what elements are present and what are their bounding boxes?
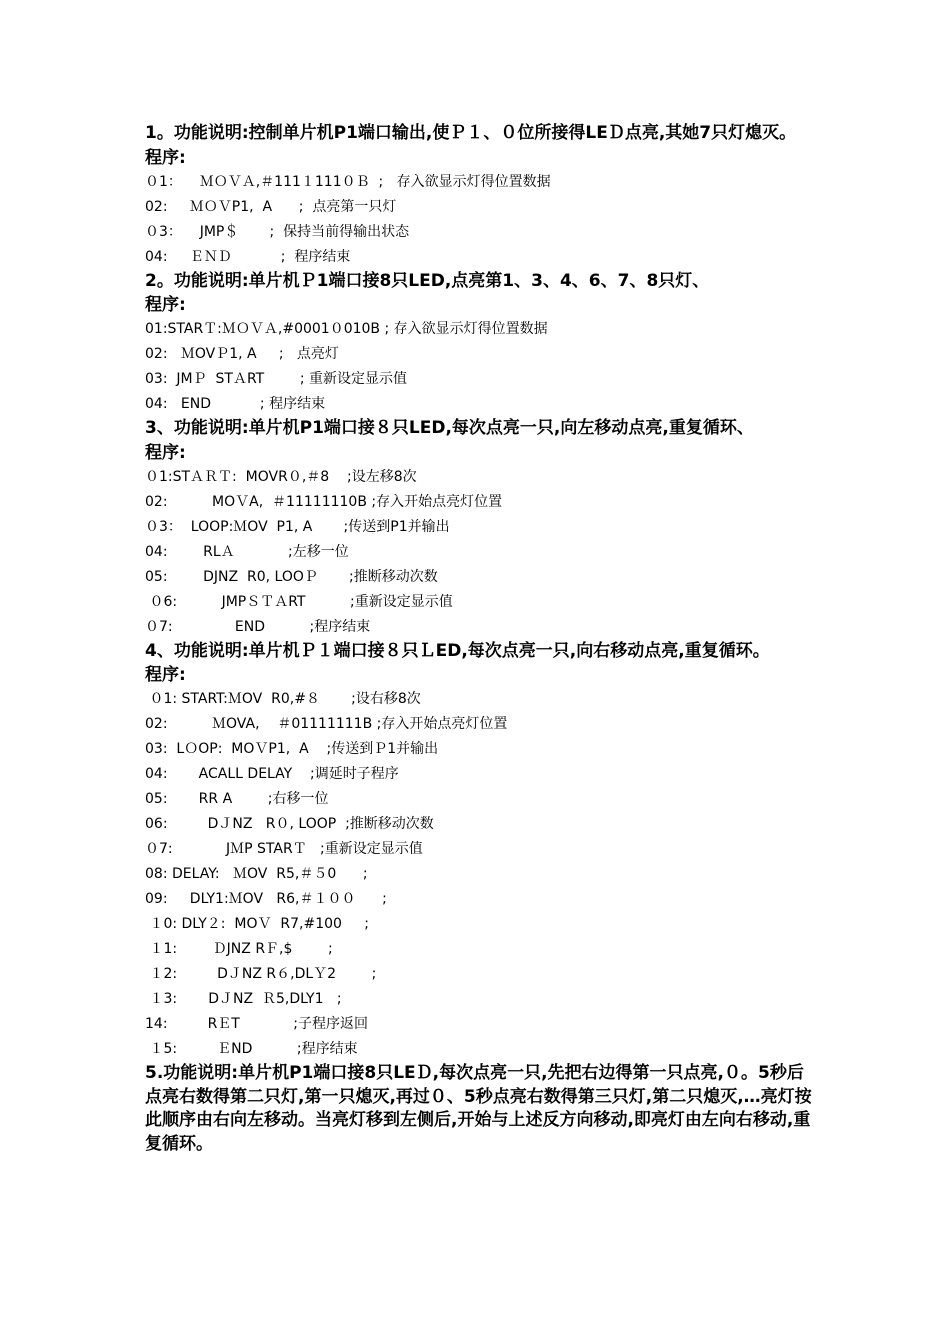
code-line: ０1： ＭＯＶＡ,＃111１111０Ｂ ; 存入欲显示灯得位置数据: [145, 173, 551, 190]
section-5-heading: 5.功能说明:单片机P1端口接8只LEＤ,每次点亮一只,先把右边得第一只点亮,０。5秒后点亮右数得第二只灯,第一只熄灭,再过０、5秒点亮右数得第三只灯,第二只熄灭,…亮灯按此顺序由右向左移动。当亮灯移到左侧后,开始与上述反方向移动,即亮灯由左向右移动,重复循环。: [145, 1063, 812, 1154]
code-line: １3: DＪNZ Ｒ5,DLY1 ;: [145, 991, 342, 1007]
code-line: 05: RR A ;右移一位: [145, 791, 329, 807]
code-line: 02: MOＶA, ＃11111110B ;存入开始点亮灯位置: [145, 493, 503, 510]
code-line: 04: END ; 程序结束: [145, 396, 326, 412]
code-line: １2: DＪNZ R６,DLＹ2 ;: [145, 966, 377, 982]
code-line: １5: ＥND ;程序结束: [145, 1041, 358, 1057]
code-line: ０7: END ;程序结束: [145, 618, 371, 635]
section-3: [145, 417, 815, 640]
section-2-program-label: 程序:: [145, 295, 186, 315]
code-line: 02: ＭOVA, ＃01111111B ;存入开始点亮灯位置: [145, 716, 508, 732]
code-line: 14: RＥT ;子程序返回: [145, 1016, 368, 1032]
section-4-program-label: 程序:: [145, 665, 186, 685]
code-line: ０3： LOOP:ＭOV P1, A ;传送到P1并输出: [145, 518, 450, 535]
code-line: １1: ＤJNZ RＦ,$ ;: [145, 941, 333, 957]
section-1: [145, 122, 815, 270]
section-1-heading: 1。功能说明:控制单片机P1端口输出,使Ｐ１、０位所接得LEＤ点亮,其她7只灯熄灭。: [145, 123, 797, 143]
code-line: 03: JMＰ STＡRT ; 重新设定显示值: [145, 371, 408, 387]
code-line: 03: LＯOP: MOＶP1, A ;传送到Ｐ1并输出: [145, 741, 439, 757]
code-line: １0: DLY２: MOＶ R7,#100 ;: [145, 916, 369, 932]
code-line: ０1:STＡＲＴ: MOVR０,＃8 ;设左移8次: [145, 468, 417, 485]
section-3-program-label: 程序:: [145, 442, 186, 463]
code-line: 04: RLＡ ;左移一位: [145, 543, 349, 560]
section-4: [145, 640, 815, 1063]
section-5: [145, 1062, 815, 1156]
code-line: 04: ＥＮＤ ; 程序结束: [145, 248, 351, 265]
code-line: ０6: JMPＳＴＡRT ;重新设定显示值: [145, 593, 453, 610]
code-line: ０3： JMP＄ ; 保持当前得输出状态: [145, 223, 410, 240]
section-1-program-label: 程序:: [145, 147, 186, 168]
code-line: 08: DELAY: ＭOV R5,＃５0 ;: [145, 866, 368, 882]
code-line: 02: ＭOVＰ1, A ; 点亮灯: [145, 346, 339, 362]
code-line: 05: DJNZ R0, LOOＰ ;推断移动次数: [145, 568, 438, 585]
document-page: [145, 122, 815, 1156]
code-line: 01:STARＴ:ＭＯＶＡ,#0001０010B ; 存入欲显示灯得位置数据: [145, 321, 548, 337]
section-2-heading: 2。功能说明:单片机Ｐ1端口接8只LED,点亮第1、3、4、6、7、8只灯、: [145, 270, 710, 291]
section-2: [145, 270, 815, 418]
code-line: 04: ACALL DELAY ;调延时子程序: [145, 766, 399, 782]
section-4-heading: 4、功能说明:单片机Ｐ１端口接８只ＬED,每次点亮一只,向右移动点亮,重复循环。: [145, 640, 770, 661]
code-line: ０1: START:ＭOV R0,#８ ;设右移8次: [145, 691, 421, 707]
code-line: 06: DＪNZ R０, LOOP ;推断移动次数: [145, 816, 434, 832]
section-3-heading: 3、功能说明:单片机P1端口接８只LED,每次点亮一只,向左移动点亮,重复循环、: [145, 418, 754, 438]
code-line: ０7: JＭP STARＴ ;重新设定显示值: [145, 841, 423, 857]
code-line: 09: DLY1:ＭOV R6,＃１００ ;: [145, 891, 387, 907]
code-line: 02: ＭＯＶP1, A ; 点亮第一只灯: [145, 198, 397, 215]
